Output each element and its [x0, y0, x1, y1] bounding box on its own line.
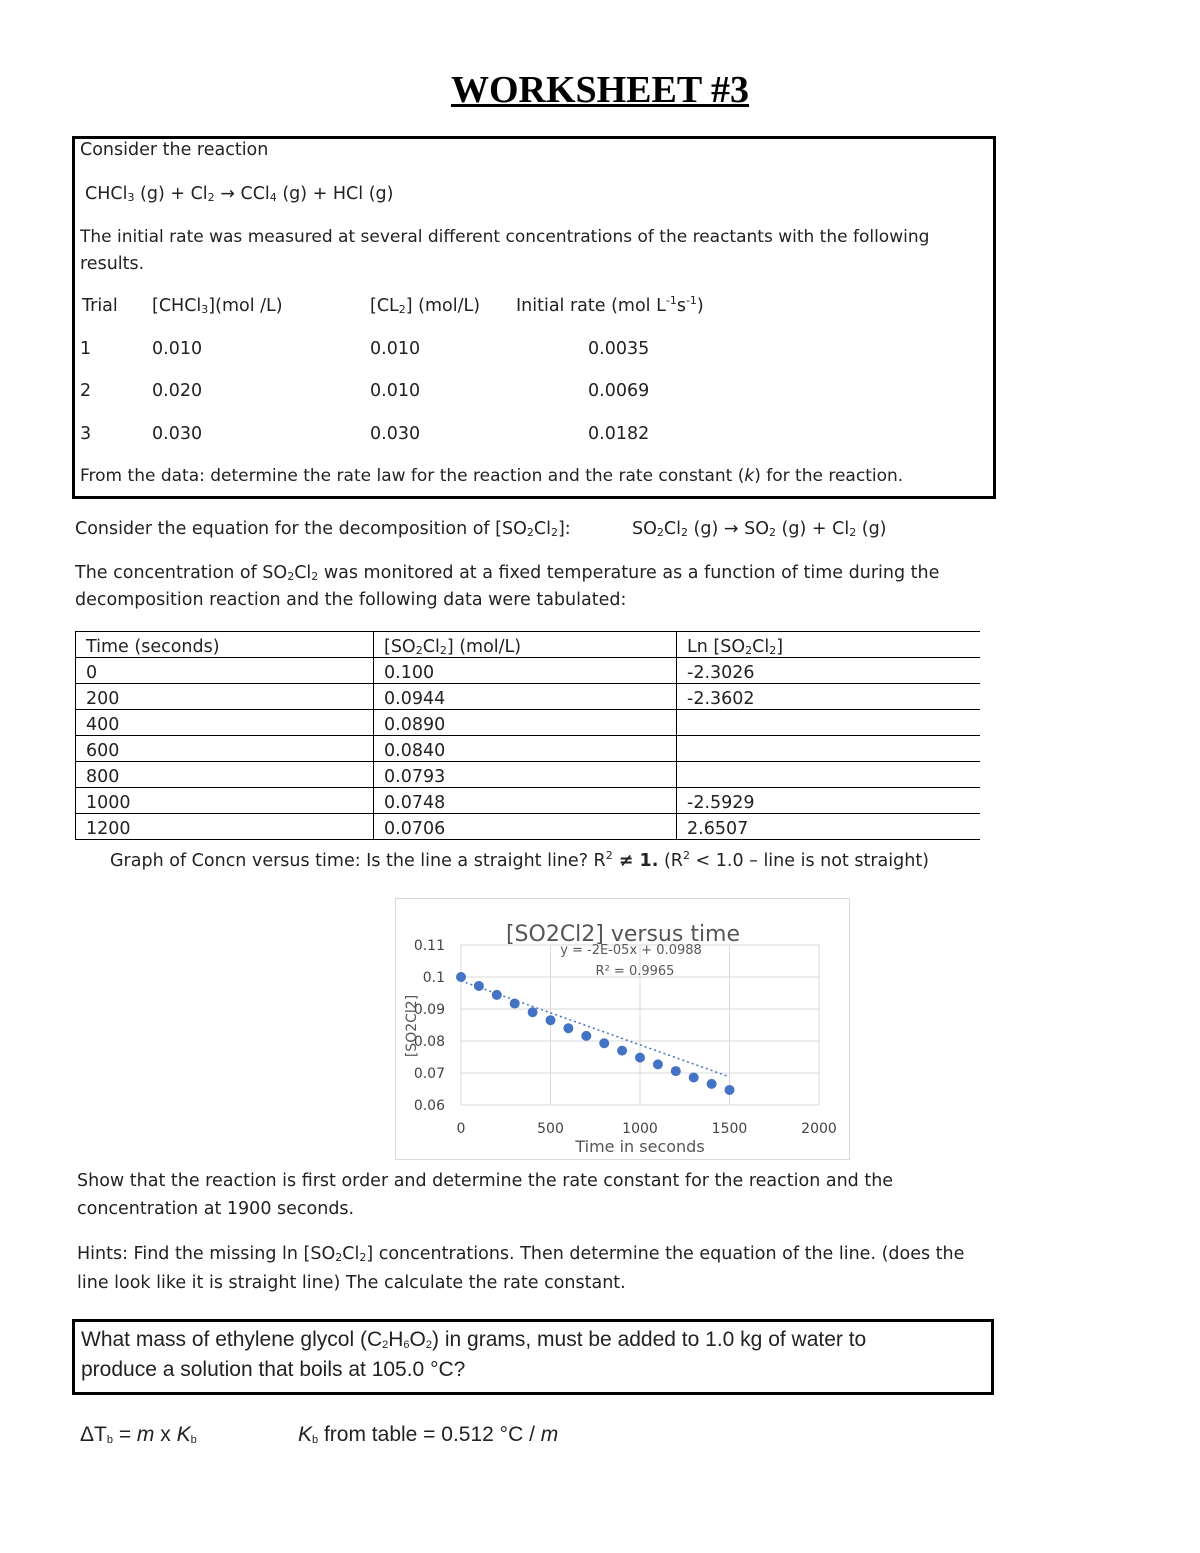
- p2-consider: Consider the equation for the decomposition of $[SO_2Cl_2]$:: [75, 519, 571, 539]
- y-tick-label: 0.06: [413, 1098, 445, 1114]
- cell-ln: -2.3602: [677, 684, 981, 710]
- th-time: Time (seconds): [76, 632, 374, 658]
- p1-row1-chcl3: 0.010: [152, 339, 203, 359]
- cell-conc: 0.100: [374, 658, 677, 684]
- page-title: WORKSHEET #3: [450, 69, 750, 111]
- p1-header-chcl3: [CHCl$_3$](mol /L): [152, 296, 283, 316]
- cell-ln: [677, 710, 981, 736]
- p1-question: From the data: determine the rate law for the reaction and the rate constant (k) for the reaction.: [80, 466, 904, 486]
- table-row: [76, 814, 981, 840]
- p2-hints-line2: line look like it is straight line) The calculate the rate constant.: [77, 1273, 626, 1293]
- p2-show-line1: Show that the reaction is first order and determine the rate constant for the reaction and the: [77, 1171, 894, 1191]
- data-point: [581, 1031, 591, 1041]
- chart-trendline-equation: y = -2E-05x + 0.0988: [560, 943, 702, 958]
- table-row: [76, 788, 981, 814]
- data-point: [492, 990, 502, 1000]
- cell-time: 800: [76, 762, 374, 788]
- p2-show-line2: concentration at 1900 seconds.: [77, 1199, 355, 1219]
- cell-ln: [677, 762, 981, 788]
- chart-title: [SO2Cl2] versus time: [505, 922, 741, 947]
- x-tick-label: 0: [456, 1121, 466, 1137]
- table-row: [76, 736, 981, 762]
- table-row: [76, 684, 981, 710]
- p2-monitor-line2: decomposition reaction and the following data were tabulated:: [75, 590, 627, 610]
- th-ln: Ln $[SO_2Cl_2]$: [677, 632, 981, 658]
- data-point: [456, 972, 466, 982]
- data-point: [635, 1053, 645, 1063]
- cell-conc: 0.0706: [374, 814, 677, 840]
- cell-time: 1200: [76, 814, 374, 840]
- cell-ln: [677, 736, 981, 762]
- p1-row1-rate: 0.0035: [588, 339, 650, 359]
- cell-conc: 0.0748: [374, 788, 677, 814]
- data-point: [653, 1059, 663, 1069]
- p2-monitor-line1: The concentration of $SO_2Cl_2$ was monitored at a fixed temperature as a function of time during the: [75, 563, 940, 583]
- data-point: [546, 1015, 556, 1025]
- p1-row3-trial: 3: [80, 424, 92, 444]
- data-point: [725, 1085, 735, 1095]
- p1-intro: Consider the reaction: [80, 140, 269, 160]
- x-tick-label: 500: [537, 1121, 564, 1137]
- chart-y-label: [SO2Cl2]: [404, 994, 420, 1058]
- p1-header-trial: Trial: [82, 296, 118, 316]
- cell-ln: 2.6507: [677, 814, 981, 840]
- chart-r-squared: R² = 0.9965: [595, 964, 675, 979]
- p1-row2-rate: 0.0069: [588, 381, 650, 401]
- p1-description-line1: The initial rate was measured at several different concentrations of the reactants with the following: [80, 227, 930, 247]
- p1-header-cl2: $[CL_2]$ (mol/L): [370, 296, 481, 316]
- p1-reaction: CHCl$_3$ $(g) + Cl_2 \to CCl_4$ (g) + HCl (g): [85, 184, 394, 204]
- cell-conc: 0.0944: [374, 684, 677, 710]
- p1-row2-trial: 2: [80, 381, 92, 401]
- cell-conc: 0.0793: [374, 762, 677, 788]
- data-point: [528, 1007, 538, 1017]
- p1-row1-trial: 1: [80, 339, 92, 359]
- cell-time: 0: [76, 658, 374, 684]
- data-point: [707, 1079, 717, 1089]
- p1-header-rate: Initial rate (mol $L^{-1}s^{-1}$): [516, 294, 704, 316]
- data-point: [671, 1066, 681, 1076]
- cell-conc: 0.0840: [374, 736, 677, 762]
- p1-row3-cl2: 0.030: [370, 424, 421, 444]
- p2-equation: $SO_2Cl_2$ $(g) \to SO_2$ $(g) + Cl_2$ (g): [632, 519, 887, 539]
- cell-ln: -2.3026: [677, 658, 981, 684]
- p1-row3-rate: 0.0182: [588, 424, 650, 444]
- y-tick-label: 0.11: [413, 938, 445, 954]
- cell-time: 200: [76, 684, 374, 710]
- p1-row1-cl2: 0.010: [370, 339, 421, 359]
- table-row: [76, 762, 981, 788]
- p1-description-line2: results.: [80, 254, 145, 274]
- p3-question-line1: What mass of ethylene glycol $(C_2H_6O_2)$ in grams, must be added to 1.0 kg of water to: [81, 1328, 867, 1351]
- data-point: [689, 1072, 699, 1082]
- cell-time: 600: [76, 736, 374, 762]
- data-point: [599, 1038, 609, 1048]
- p3-kb-value: $K_b$ from table = 0.512 °C / m: [298, 1423, 559, 1446]
- y-tick-label: 0.08: [413, 1034, 445, 1050]
- data-point: [563, 1023, 573, 1033]
- scatter-chart: [395, 898, 850, 1160]
- data-point: [617, 1046, 627, 1056]
- table-row: [76, 658, 981, 684]
- x-tick-label: 2000: [801, 1121, 837, 1137]
- p2-graph-note: Graph of Concn versus time: Is the line a straight line? $R^2 \ne 1$. ($R^2 < 1.0$ – line is not straight): [110, 849, 930, 871]
- data-point: [474, 981, 484, 991]
- p1-row2-chcl3: 0.020: [152, 381, 203, 401]
- p3-question-line2: produce a solution that boils at 105.0 °C?: [81, 1358, 466, 1381]
- p3-formula: $\Delta T_b = m$ x $K_b$: [80, 1423, 197, 1446]
- chart-x-label: Time in seconds: [575, 1137, 705, 1156]
- x-tick-label: 1000: [622, 1121, 658, 1137]
- data-point: [510, 999, 520, 1009]
- table-row: [76, 710, 981, 736]
- th-conc: $[SO_2Cl_2]$ (mol/L): [374, 632, 677, 658]
- p2-hints-line1: Hints: Find the missing $\ln [SO_2Cl_2]$ concentrations. Then determine the equation of the line. (does the: [77, 1244, 965, 1264]
- cell-time: 1000: [76, 788, 374, 814]
- p2-data-table: [75, 631, 980, 840]
- cell-conc: 0.0890: [374, 710, 677, 736]
- y-tick-label: 0.07: [413, 1066, 445, 1082]
- table-header-row: [76, 632, 981, 658]
- y-tick-label: 0.09: [413, 1002, 445, 1018]
- cell-ln: -2.5929: [677, 788, 981, 814]
- x-tick-label: 1500: [711, 1121, 748, 1137]
- y-tick-label: 0.1: [422, 970, 445, 986]
- p1-row2-cl2: 0.010: [370, 381, 421, 401]
- cell-time: 400: [76, 710, 374, 736]
- p1-row3-chcl3: 0.030: [152, 424, 203, 444]
